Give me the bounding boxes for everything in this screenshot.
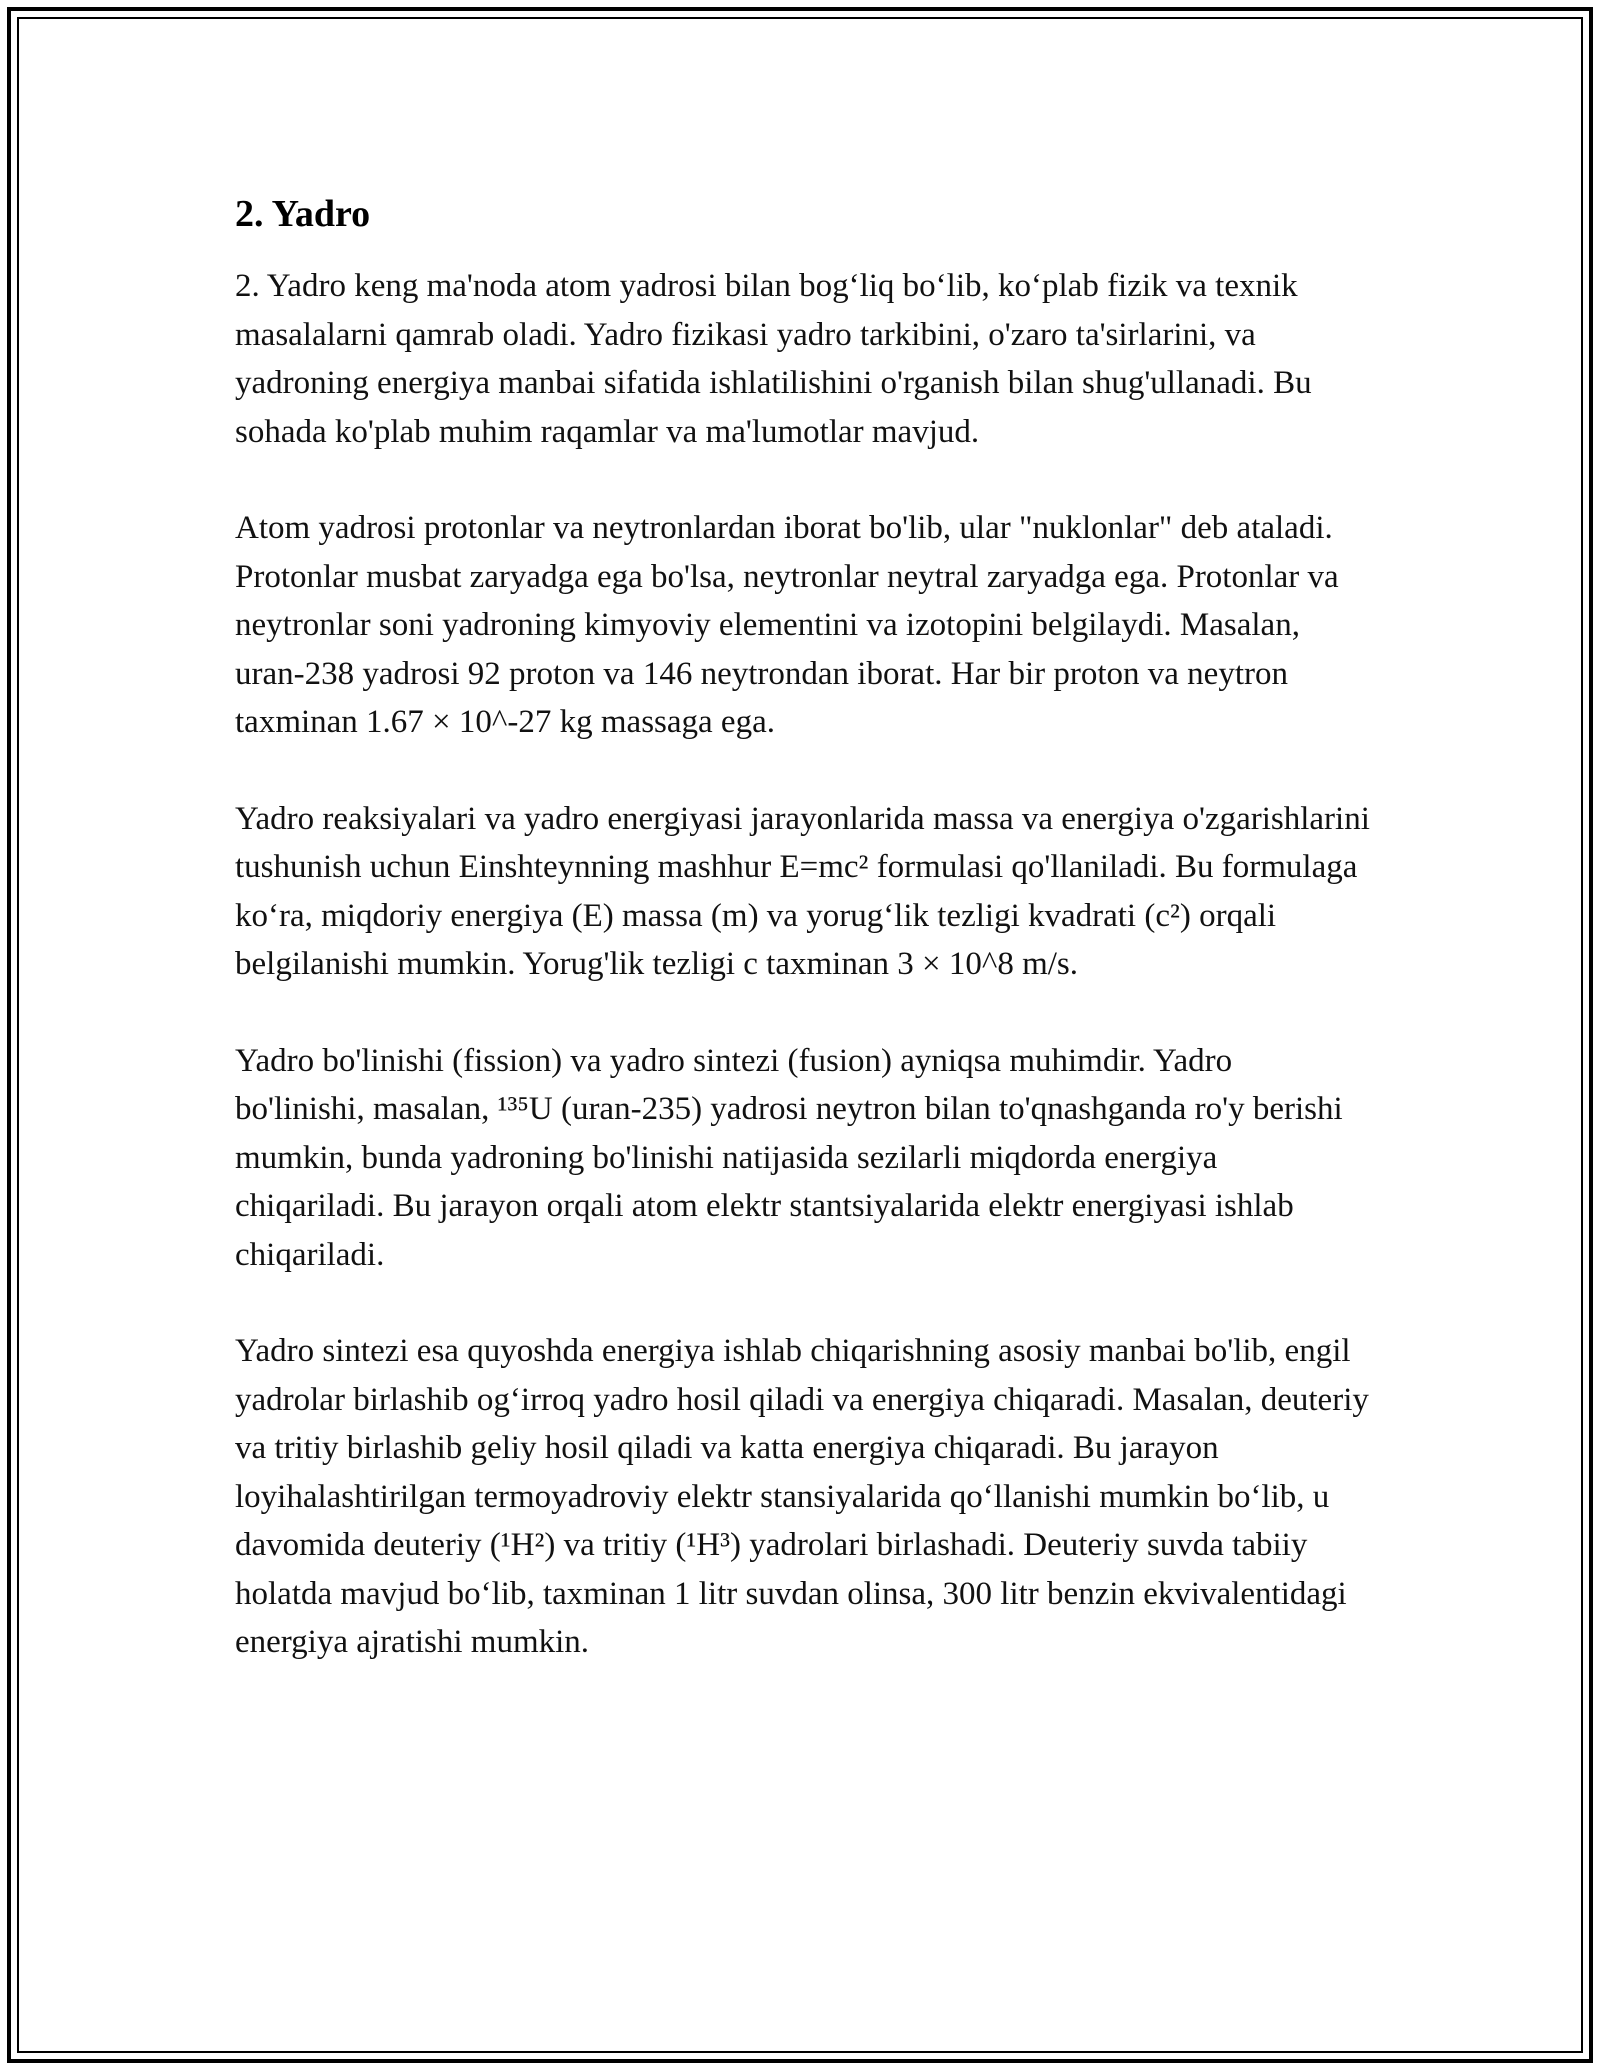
document-body (235, 188, 1370, 1715)
paragraph-atom-nucleus: Atom yadrosi protonlar va neytronlardan iborat bo'lib, ular "nuklonlar" deb ataladi. Protonlar musbat zaryadga ega bo'lsa, neytronlar neytral zaryadga ega. Protonlar va neytronlar soni yadroning kimyoviy elementini va izotopini belgilaydi. Masalan, uran-238 yadrosi 92 proton va 146 neytrondan iborat. Har bir proton va neytron taxminan 1.67 × 10^-27 kg massaga ega. (235, 510, 1339, 740)
section-heading: 2. Yadro (235, 193, 371, 235)
paragraph-intro: 2. Yadro keng ma'noda atom yadrosi bilan bog‘liq bo‘lib, ko‘plab fizik va texnik masalalarni qamrab oladi. Yadro fizikasi yadro tarkibini, o'zaro ta'sirlarini, va yadroning energiya manbai sifatida ishlatilishini o'rganish bilan shug'ullanadi. Bu sohada ko'plab muhim raqamlar va ma'lumotlar mavjud. (235, 268, 1312, 450)
paragraph-fusion: Yadro sintezi esa quyoshda energiya ishlab chiqarishning asosiy manbai bo'lib, engil yadrolar birlashib og‘irroq yadro hosil qiladi va energiya chiqaradi. Masalan, deuteriy va tritiy birlashib geliy hosil qiladi va katta energiya chiqaradi. Bu jarayon loyihalashtirilgan termoyadroviy elektr stansiyalarida qo‘llanishi mumkin bo‘lib, u davomida deuteriy (¹H²) va tritiy (¹H³) yadrolari birlashadi. Deuteriy suvda tabiiy holatda mavjud bo‘lib, taxminan 1 litr suvdan olinsa, 300 litr benzin ekvivalentidagi energiya ajratishi mumkin. (235, 1333, 1369, 1660)
paragraph-fission: Yadro bo'linishi (fission) va yadro sintezi (fusion) ayniqsa muhimdir. Yadro bo'linishi, masalan, ¹³⁵U (uran-235) yadrosi neytron bilan to'qnashganda ro'y berishi mumkin, bunda yadroning bo'linishi natijasida sezilarli miqdorda energiya chiqariladi. Bu jarayon orqali atom elektr stantsiyalarida elektr energiyasi ishlab chiqariladi. (235, 1042, 1343, 1273)
paragraph-mass-energy: Yadro reaksiyalari va yadro energiyasi jarayonlarida massa va energiya o'zgarishlarini tushunish uchun Einshteynning mashhur E=mc² formulasi qo'llaniladi. Bu formulaga ko‘ra, miqdoriy energiya (E) massa (m) va yorug‘lik tezligi kvadrati (c²) orqali belgilanishi mumkin. Yorug'lik tezligi c taxminan 3 × 10^8 m/s. (235, 800, 1370, 982)
